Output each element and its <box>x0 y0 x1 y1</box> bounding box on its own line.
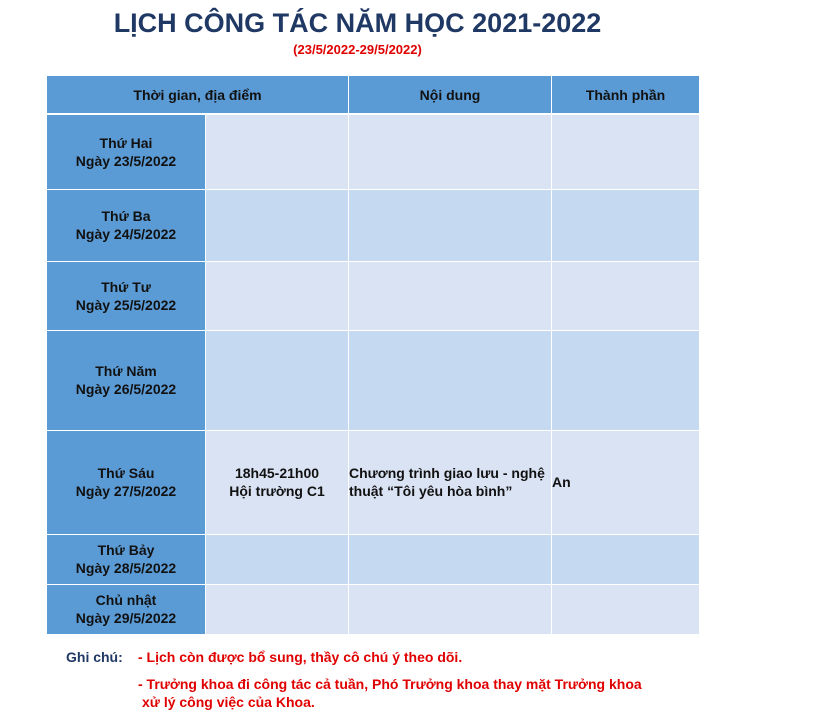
members-cell <box>552 534 700 584</box>
table-row <box>47 189 700 261</box>
day-cell <box>47 261 206 330</box>
day-cell <box>47 114 206 189</box>
day-cell <box>47 584 206 634</box>
members-cell <box>552 114 700 189</box>
page-title: LỊCH CÔNG TÁC NĂM HỌC 2021-2022 <box>113 8 602 38</box>
header-members: Thành phần <box>552 76 700 115</box>
time-place-cell <box>206 430 349 534</box>
time-place-cell <box>206 261 349 330</box>
date: Ngày 28/5/2022 <box>75 560 177 576</box>
weekday: Thứ Sáu <box>97 465 155 481</box>
header-content: Nội dung <box>349 76 552 115</box>
weekday: Thứ Hai <box>99 134 153 151</box>
weekday: Chủ nhật <box>95 592 157 608</box>
date: Ngày 26/5/2022 <box>75 381 177 397</box>
members-cell <box>552 330 700 430</box>
members-cell: An <box>552 430 700 534</box>
time-place-cell <box>206 534 349 584</box>
weekday: Thứ Tư <box>101 278 151 295</box>
place: Hội trường C1 <box>229 483 325 499</box>
content-cell <box>349 261 552 330</box>
weekday: Thứ Bảy <box>97 542 155 558</box>
date: Ngày 29/5/2022 <box>75 610 177 626</box>
content-cell <box>349 584 552 634</box>
day-cell <box>47 330 206 430</box>
day-cell <box>47 430 206 534</box>
date: Ngày 24/5/2022 <box>75 226 177 242</box>
weekday: Thứ Ba <box>101 208 151 224</box>
note-text: xử lý công việc của Khoa. <box>142 694 315 710</box>
content-cell <box>349 114 552 189</box>
schedule-table <box>46 75 700 635</box>
weekday: Thứ Năm <box>95 363 157 379</box>
date: Ngày 27/5/2022 <box>75 483 177 499</box>
date: Ngày 25/5/2022 <box>75 296 177 313</box>
time-place-cell <box>206 189 349 261</box>
time: 18h45-21h00 <box>234 465 320 481</box>
content-cell <box>349 189 552 261</box>
note-text: - Lịch còn được bổ sung, thầy cô chú ý theo dõi. <box>138 649 463 665</box>
members-cell <box>552 261 700 330</box>
table-row <box>47 114 700 189</box>
date-range-subtitle: (23/5/2022-29/5/2022) <box>293 42 422 57</box>
table-row <box>47 330 700 430</box>
content-cell: Chương trình giao lưu - nghệ thuật “Tôi yêu hòa bình” <box>349 430 552 534</box>
table-row <box>47 261 700 330</box>
members-cell <box>552 189 700 261</box>
date: Ngày 23/5/2022 <box>75 152 177 169</box>
note-line <box>66 648 463 666</box>
time-place-cell <box>206 330 349 430</box>
notes-label: Ghi chú: <box>66 649 123 665</box>
note-line <box>138 675 642 711</box>
header-time-place: Thời gian, địa điểm <box>47 76 349 115</box>
members-cell <box>552 584 700 634</box>
table-row <box>47 584 700 634</box>
day-cell <box>47 189 206 261</box>
table-row <box>47 430 700 534</box>
day-cell <box>47 534 206 584</box>
table-row <box>47 534 700 584</box>
note-text: - Trưởng khoa đi công tác cả tuần, Phó Trưởng khoa thay mặt Trưởng khoa <box>138 676 642 692</box>
content-cell <box>349 330 552 430</box>
table-header-row <box>47 76 700 115</box>
time-place-cell <box>206 114 349 189</box>
time-place-cell <box>206 584 349 634</box>
content-cell <box>349 534 552 584</box>
